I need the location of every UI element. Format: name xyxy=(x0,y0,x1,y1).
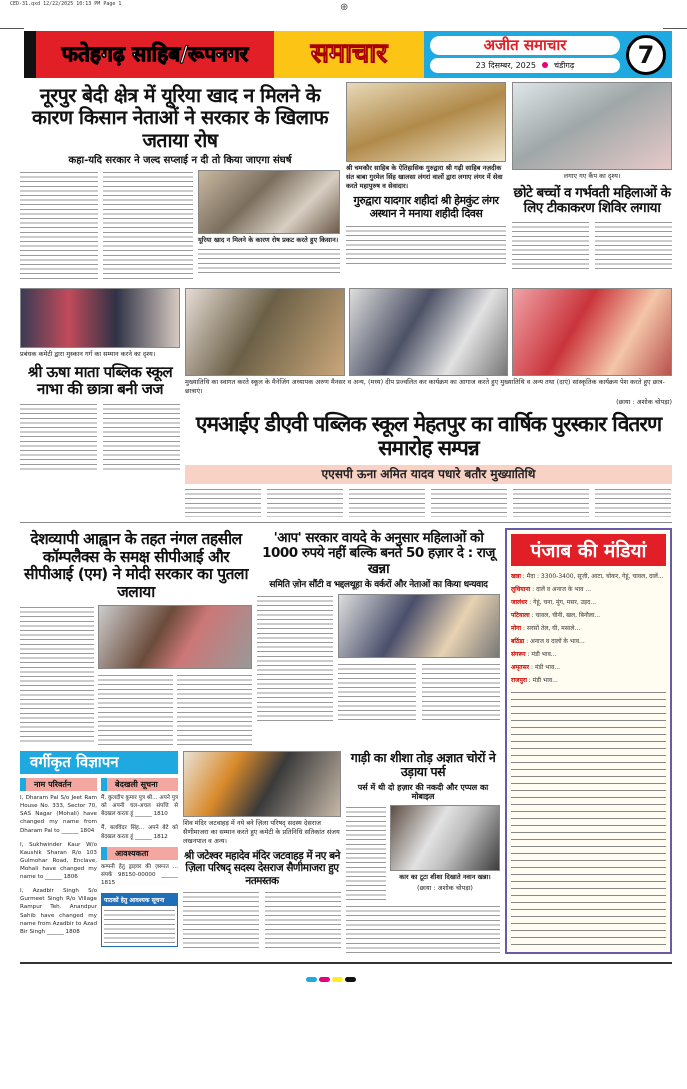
photo-credit: (छाया : अशोक चोपड़ा) xyxy=(417,883,473,892)
punjab-mandi-box xyxy=(505,528,672,954)
mandi-prices: चावल, चीनी, खल, बिनौला... xyxy=(535,611,601,619)
story-cpi-protest xyxy=(20,528,252,745)
registration-mark-icon: ⊕ xyxy=(340,2,349,13)
classified-ad: कम्पनी हेतु ड्राइवर की ज़रूरत ... संपर्क 98150-00000 ______ 1815 xyxy=(101,863,178,886)
mandi-row: लुधियाना : दालें व अनाज के भाव ... xyxy=(511,585,592,593)
caption-camp: लगाए गए कैंप का दृश्य। xyxy=(563,172,621,180)
photo-broken-car xyxy=(390,805,500,871)
photo-farmers-protest xyxy=(198,170,340,234)
classifieds-heading: वर्गीकृत विज्ञापन xyxy=(20,751,178,774)
caption-langar: श्री चमकौर साहिब के ऐतिहासिक गुरुद्वारा श्री गढ़ी साहिब नज़दीक संत बाबा गुरमेल सिंह खालसा लंगरां वालों द्वारा लगाए लंगर में सेवा करते महापुरुष व सेवादार। xyxy=(346,164,503,190)
article-body-text xyxy=(346,805,386,901)
subhead-car-theft: पर्स में थी दो हज़ार की नकदी और एप्पल का मोबाइल xyxy=(357,782,489,802)
readers-notice-title: पाठकों हेतु आवश्यक सूचना xyxy=(102,894,177,906)
mandi-row: खन्ना : मैदा : 3300-3400, सूजी, आटा, चोकर, गेहूं, चावल, दालें... xyxy=(511,572,664,580)
caption-car: कार का टूटा शीशा दिखाते नवान खन्ना। xyxy=(399,873,491,882)
classifieds xyxy=(20,751,178,947)
section-name-change: नाम परिवर्तन xyxy=(20,778,97,791)
date: 23 दिसम्बर, 2025 xyxy=(475,61,536,70)
color-registration-bar xyxy=(306,967,672,986)
story-jateshwar xyxy=(183,751,341,949)
mandi-city: बठिंडा xyxy=(511,637,525,645)
mandi-row: पटियाला : चावल, चीनी, खल, बिनौला... xyxy=(511,611,601,619)
article-body-text xyxy=(512,220,589,270)
mandi-prices: मंडी भाव... xyxy=(532,676,558,684)
headline-urea: नूरपुर बेदी क्षेत्र में यूरिया खाद न मिलने के कारण किसान नेताओं ने सरकार के खिलाफ जताया रोष xyxy=(31,84,329,152)
photo-dav-2 xyxy=(349,288,508,376)
mandi-prices: मैदा : 3300-3400, सूजी, आटा, चोकर, गेहूं, चावल, दालें... xyxy=(526,572,664,580)
mandi-city: अमृतसर xyxy=(511,663,530,671)
headline-jateshwar: श्री जटेश्वर महादेव मंदिर जटवाहड़ में नए बने ज़िला परिषद् सदस्य देसराज सैणीमाजरा हुए नतमस्तक xyxy=(184,850,340,887)
story-aap xyxy=(257,528,500,724)
photo-credit: (छाया : अशोक चोपड़ा) xyxy=(616,397,672,406)
article-body-text xyxy=(177,673,252,745)
page-content xyxy=(20,82,672,986)
subhead-band-asp: एएसपी ऊना अमित यादव पधारे बतौर मुख्यातिथि xyxy=(185,465,672,484)
classified-ad: I, Azadbir Singh S/o Gurmeet Singh R/o Village Rampur Teh. Anandpur Sahib have changed my name from Azadbir to Azad Bir Singh ______ 1808 xyxy=(20,888,97,935)
divider xyxy=(20,522,672,523)
story-car-theft xyxy=(346,751,500,954)
photo-aap-workers xyxy=(338,594,500,658)
mandi-row: जालंधर : गेहूं, चना, मूंग, मसर, उड़द... xyxy=(511,598,597,606)
headline-vaccination: छोटे बच्चों व गर्भवती महिलाओं के लिए टीकाकरण शिविर लगाया xyxy=(513,184,671,217)
section-samachar: समाचार xyxy=(310,38,388,70)
story-gurudwara xyxy=(346,82,506,264)
subhead-urea: कहा-यदि सरकार ने जल्द सप्लाई न दी तो किया जाएगा संघर्ष xyxy=(68,155,292,167)
mandi-city: राजपुरा xyxy=(511,676,527,684)
subhead-aap: समिति ज़ोन सौंटी व भद्दलथूहा के वर्करों और नेताओं का किया धन्यवाद xyxy=(269,580,488,591)
mandi-row: संगरूर : मंडी भाव... xyxy=(511,650,557,658)
headline-dav: एमआईए डीएवी पब्लिक स्कूल मेहतपुर का वार्षिक पुरस्कार वितरण समारोह सम्पन्न xyxy=(195,411,662,460)
article-body-text xyxy=(183,890,259,950)
mandi-city: जालंधर xyxy=(511,598,528,606)
mandi-prices: दालें व अनाज के भाव ... xyxy=(536,585,592,593)
article-body-text xyxy=(346,904,500,954)
article-body-text xyxy=(257,594,333,724)
mandi-prices: सरसों तेल, घी, मसाले... xyxy=(526,624,581,632)
story-usha-school xyxy=(20,288,180,471)
mandi-city: पटियाला xyxy=(511,611,530,619)
article-body-text xyxy=(103,170,193,280)
article-body-text xyxy=(20,170,98,280)
caption-temple: शिव मंदिर जटवाहड़ में नये बने ज़िला परिषद् सदस्य देसराज सैणीमाजरा का सम्मान करते हुए कमेटी के प्रतिनिधि सतिकांत संजय लखनपाल व अन्य। xyxy=(183,819,340,845)
article-body-text xyxy=(595,220,672,270)
section-requirement: आवश्यकता xyxy=(101,847,178,860)
mandi-prices: मंडी भाव... xyxy=(531,650,557,658)
classified-ad: I, Sukhwinder Kaur W/o Kaushik Sharan R/o 103 Gulmohar Road, Enclave, Mohali have changed my name to ______ 1806 xyxy=(20,841,97,881)
article-body-text xyxy=(198,247,340,273)
caption-dav: मुख्यातिथि का स्वागत करते स्कूल के मैनेजिंग अध्यापक अरुण मैनसर व अन्य, (मध्य) दीप प्रज्वलित कर कार्यक्रम का आगाज करते हुए मुख्यातिथि व अन्य तथा (दाएं) सांस्कृतिक कार्यक्रम पेश करते हुए छात्र-छात्राएं। xyxy=(185,378,665,396)
classified-ad: मैं, बलविंदर सिंह... अपने बेटे को बेदखल करता हूं ______ 1812 xyxy=(101,825,178,840)
ads-column-right xyxy=(101,794,178,847)
photo-camp xyxy=(512,82,672,170)
mandi-row: अमृतसर : मंडी भाव... xyxy=(511,663,561,671)
section-title: फतेहगढ़ साहिब/रूपनगर xyxy=(61,41,249,66)
article-body-text xyxy=(422,662,500,724)
article-body-text xyxy=(20,402,97,472)
headline-cpi-protest: देशव्यापी आह्वान के तहत नंगल तहसील कॉम्पलैक्स के समक्ष सीपीआई और सीपीआई (एम) ने मोदी सरकार का पुतला जलाया xyxy=(24,529,248,602)
story-vaccination xyxy=(512,82,672,270)
page-number: 7 xyxy=(626,35,666,75)
mandi-prices: मंडी भाव... xyxy=(534,663,561,671)
mandi-row: मोगा : सरसों तेल, घी, मसाले... xyxy=(511,624,581,632)
photo-effigy xyxy=(98,605,252,669)
photo-dav-3 xyxy=(512,288,672,376)
readers-notice-text xyxy=(104,908,175,944)
classified-ad: मैं, कुलदीप कुमार पुत्र श्री... अपने पुत्र को अपनी चल-अचल संपत्ति से बेदखल करता हूं ______ 1810 xyxy=(101,795,178,818)
story-dav xyxy=(185,288,672,517)
mandi-prices-text xyxy=(511,689,666,949)
article-body-text xyxy=(338,662,416,724)
mandi-city: संगरूर xyxy=(511,650,526,658)
mandi-prices: गेहूं, चना, मूंग, मसर, उड़द... xyxy=(533,598,597,606)
headline-car-theft: गाड़ी का शीशा तोड़ अज्ञात चोरों ने उड़ाया पर्स xyxy=(350,750,496,780)
caption-urea: यूरिया खाद न मिलने के कारण रोष प्रकट करते हुए किसान। xyxy=(198,236,339,245)
photo-dav-1 xyxy=(185,288,345,376)
mandi-city: लुधियाना xyxy=(511,585,531,593)
crop-mark xyxy=(0,28,24,29)
print-slug: CED-31.qxd 12/22/2025 10:13 PM Page 1 xyxy=(10,1,122,7)
headline-usha-school: श्री ऊषा माता पब्लिक स्कूल नाभा की छात्रा बनी जज xyxy=(27,363,173,399)
article-body-text xyxy=(265,890,341,950)
ads-column-left xyxy=(20,794,97,942)
city: चंडीगढ़ xyxy=(553,61,575,70)
mandi-title: पंजाब की मंडियां xyxy=(511,534,666,566)
article-body-text xyxy=(103,402,180,472)
mandi-row: बठिंडा : अनाज व दालों के भाव... xyxy=(511,637,585,645)
photo-langar xyxy=(346,82,506,162)
mandi-row: राजपुरा : मंडी भाव... xyxy=(511,676,558,684)
article-body-text xyxy=(346,224,506,264)
headline-gurudwara: गुरुद्वारा यादगार शहीदां श्री हेमकुंट लंगर अस्थान ने मनाया शहीदी दिवस xyxy=(353,194,499,220)
dateline xyxy=(430,58,620,73)
article-body-text xyxy=(98,673,173,745)
classified-ad: I, Dharam Pal S/o Jeet Ram House No. 333, Sector 70, SAS Nagar (Mohali) have changed my name from Dharam Pal to ______ 1804 xyxy=(20,795,97,834)
photo-school-staff xyxy=(20,288,180,348)
mandi-city: मोगा xyxy=(511,624,522,632)
photo-temple xyxy=(183,751,341,817)
readers-notice-box xyxy=(101,893,178,947)
mandi-city: खन्ना xyxy=(511,572,521,580)
paper-name: अजीत समाचार xyxy=(430,36,620,55)
article-body-text xyxy=(185,487,672,517)
crop-mark xyxy=(663,28,687,29)
mandi-prices: अनाज व दालों के भाव... xyxy=(530,637,585,645)
footer-rule xyxy=(20,962,672,964)
caption-usha: प्रबंधक कमेटी द्वारा मुस्कान गर्ग का सम्मान करने का दृश्य। xyxy=(20,350,156,359)
headline-aap-raju-khanna: 'आप' सरकार वायदे के अनुसार महिलाओं को 1000 रुपये नहीं बल्कि बनते 50 हज़ार दे : राजू खन्ना xyxy=(262,529,495,577)
article-body-text xyxy=(20,605,94,745)
section-eviction-notice: बेदखली सूचना xyxy=(101,778,178,791)
story-urea xyxy=(20,82,340,280)
masthead xyxy=(24,31,672,78)
